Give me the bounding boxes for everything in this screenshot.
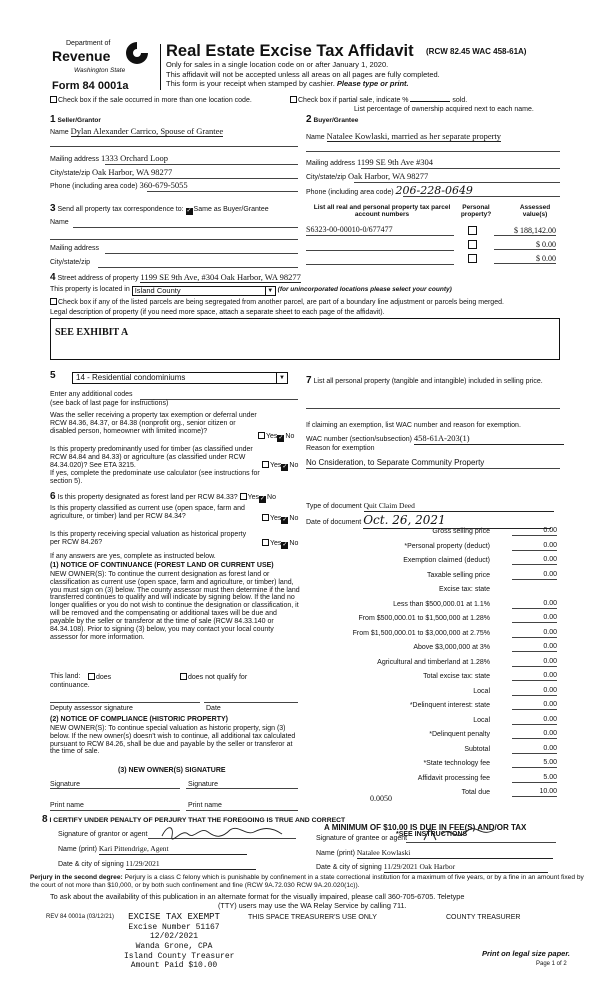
- no-label: No: [289, 540, 299, 547]
- sec7-num: 7: [306, 375, 312, 386]
- segregated-checkbox[interactable]: [50, 298, 57, 305]
- calc-value-13[interactable]: 0.00: [512, 716, 557, 725]
- sec6-q1: Is this property designated as forest land per RCW 84.33?: [57, 494, 238, 501]
- owner2-print-label: Print name: [188, 802, 222, 809]
- sec5-num: 5: [50, 370, 56, 381]
- subtitle-2: This affidavit will not be accepted unless all areas on all pages are fully completed.: [166, 70, 440, 79]
- parcel-number-0[interactable]: S6323-00-00010-0/677477: [306, 225, 393, 234]
- calc-label-8: Above $3,000,000 at 3%: [413, 644, 490, 651]
- unincorp-note: (for unincorporated locations please select your county): [277, 286, 452, 293]
- seller-phone-label: Phone (including area code): [50, 183, 138, 190]
- yes-label: Yes: [247, 494, 260, 501]
- calc-value-3[interactable]: 0.00: [512, 571, 557, 580]
- calc-label-16: *State technology fee: [423, 760, 490, 767]
- calc-label-15: Subtotal: [464, 745, 490, 753]
- doc-type-label: Type of document: [306, 503, 362, 510]
- buyer-heading: Buyer/Grantee: [313, 117, 359, 124]
- buyer-num: 2: [306, 114, 312, 125]
- state-line: Washington State: [74, 67, 126, 74]
- subtitle-3: This form is your receipt when stamped by cashier.: [166, 79, 335, 88]
- sec8-num: 8: [42, 814, 48, 825]
- legal-label: Legal description of property (if you need more space, attach a separate sheet to each page of the affidavit).: [50, 309, 385, 316]
- buyer-addr-field[interactable]: 1199 SE 9th Ave #304: [356, 157, 434, 167]
- seller-name-label: Name: [50, 129, 69, 136]
- calc-label-6: From $500,000.01 to $1,500,000 at 1.28%: [358, 615, 490, 622]
- seller-city-label: City/state/zip: [50, 170, 91, 177]
- exempt-stamp: [124, 912, 235, 971]
- wac-label: WAC number (section/subsection): [306, 436, 412, 443]
- certify-text: I CERTIFY UNDER PENALTY OF PERJURY THAT THE FOREGOING IS TRUE AND CORRECT: [49, 817, 346, 824]
- sec4-num: 4: [50, 272, 56, 283]
- doc-type-field[interactable]: Quit Claim Deed: [364, 502, 554, 512]
- grantee-name-field[interactable]: Natalee Kowlaski: [357, 849, 553, 859]
- buyer-addr-label: Mailing address: [306, 160, 356, 167]
- sec3-num: 3: [50, 203, 56, 214]
- sec5-q2: Is this property predominantly used for timber (as classified under RCW 84.84 and 84.33) or agriculture (as classified under RCW 84.34.020)? See ETA 3215.: [50, 446, 253, 470]
- buyer-city-field[interactable]: Oak Harbor, WA 98277: [348, 171, 429, 181]
- calc-label-4: Excise tax: state: [439, 586, 490, 593]
- seller-heading: Seller/Grantor: [57, 117, 101, 124]
- reason-field[interactable]: No Cnsideration, to Separate Community Property: [306, 458, 485, 467]
- current-use-yes-checkbox[interactable]: [262, 514, 269, 521]
- stamp-line-0: EXCISE TAX EXEMPT: [128, 912, 220, 922]
- assessed-value-1[interactable]: $ 0.00: [494, 240, 556, 250]
- no-label: No: [289, 462, 299, 469]
- grantor-date-label: Date & city of signing: [58, 861, 124, 868]
- assessed-col-header: Assessed value(s): [519, 204, 551, 219]
- buyer-name-field[interactable]: Natalee Kowlaski, married as her separate property: [326, 131, 502, 141]
- street-field[interactable]: 1199 SE 9th Ave, #304 Oak Harbor, WA 98277: [140, 272, 301, 282]
- yes-label: Yes: [270, 540, 282, 547]
- claim-label: If claiming an exemption, list WAC number and reason for exemption.: [306, 422, 521, 429]
- sec5-q1: Was the seller receiving a property tax exemption or deferral under RCW 84.36, 84.37, or 84.38 (nonprofit org., senior citizen or disabled person, homeowner with limited income)?: [50, 412, 257, 436]
- assessed-value-2[interactable]: $ 0.00: [494, 254, 556, 264]
- chevron-down-icon: ▼: [265, 286, 275, 296]
- no-label: No: [285, 433, 295, 440]
- doc-date-label: Date of document: [306, 519, 362, 526]
- sec3-addr-label: Mailing address: [50, 245, 100, 252]
- grantor-sig-label: Signature of grantor or agent: [58, 831, 148, 838]
- calc-value-5[interactable]: 0.00: [512, 600, 557, 609]
- stamp-line-2: 12/02/2021: [149, 932, 198, 942]
- alt-format-2: (TTY) users may use the WA Relay Service by calling 711.: [218, 901, 407, 910]
- calc-value-2[interactable]: 0.00: [512, 556, 557, 565]
- reason-label: Reason for exemption: [306, 445, 375, 452]
- use-value: 14 - Residential condominiums: [76, 373, 186, 382]
- see-instructions: *SEE INSTRUCTIONS: [396, 831, 468, 838]
- this-land-label: This land:: [50, 673, 81, 680]
- located-label: This property is located in: [50, 286, 130, 293]
- forest-no-checkbox[interactable]: ✓: [260, 496, 266, 502]
- ownership-note: List percentage of ownership acquired next to each name.: [354, 106, 534, 113]
- minimum-note: A MINIMUM OF $10.00 IS DUE IN FEE(S) AND/OR TAX: [324, 823, 527, 832]
- chevron-down-icon: ▼: [276, 373, 287, 383]
- calc-value-0[interactable]: 0.00: [512, 527, 557, 536]
- stamp-line-3: Wanda Grone, CPA: [135, 941, 213, 951]
- sec6-num: 6: [50, 491, 56, 502]
- calc-label-11: Local: [473, 687, 490, 695]
- seller-phone-field[interactable]: 360-679-5055: [139, 180, 188, 190]
- does-label: does: [96, 674, 112, 681]
- forest-yes-checkbox[interactable]: [240, 493, 247, 500]
- q1-no-checkbox[interactable]: ✓: [278, 435, 284, 441]
- perjury-heading: Perjury in the second degree:: [30, 874, 123, 881]
- calc-label-17: Affidavit processing fee: [417, 774, 490, 782]
- dor-logo: [52, 40, 152, 82]
- calc-value-16[interactable]: 5.00: [512, 759, 557, 768]
- partial-sale-label: Check box if partial sale, indicate %: [298, 97, 409, 104]
- calc-label-7: From $1,500,000.01 to $3,000,000 at 2.75%: [352, 629, 490, 637]
- treasurer-use: THIS SPACE TREASURER'S USE ONLY: [248, 914, 377, 921]
- deputy-date-label: Date: [206, 705, 221, 712]
- q2-no-checkbox[interactable]: ✓: [282, 464, 288, 470]
- local-rate: 0.0050: [370, 794, 392, 803]
- rcw-ref: (RCW 82.45 WAC 458-61A): [426, 47, 527, 56]
- calc-label-9: Agricultural and timberland at 1.28%: [377, 658, 490, 666]
- seller-addr-field[interactable]: 1333 Orchard Loop: [100, 153, 169, 163]
- owner-print-label: Print name: [50, 802, 84, 809]
- n2-text: NEW OWNER(S): To continue special valuation as historic property, sign (3) below. If the new owner(s) doesn't wish to continue, all additional tax calculated pursuant to RCW 84.26, shall be due and payable by the seller or transferor at the time of sale.: [50, 725, 296, 756]
- sec7-text: List all personal property (tangible and intangible) included in selling price.: [313, 378, 543, 385]
- alt-format-1: To ask about the availability of this publication in an alternate format for the visually impaired, please call 360-705-6705. Teletype: [50, 892, 465, 901]
- does-checkbox[interactable]: [88, 673, 95, 680]
- sec3-name-label: Name: [50, 219, 69, 226]
- owner2-sig-label: Signature: [188, 781, 218, 788]
- stamp-line-5: Amount Paid $10.00: [130, 961, 218, 971]
- grantor-signature: [158, 822, 288, 842]
- n1-title: (1) NOTICE OF CONTINUANCE (FOREST LAND OR CURRENT USE): [50, 562, 274, 569]
- codes-note: (see back of last page for instructions): [50, 400, 169, 407]
- county-value: Island County: [134, 286, 181, 295]
- rev-number: REV 84 0001a (03/12/21): [46, 914, 115, 920]
- seller-num: 1: [50, 114, 56, 125]
- partial-pct-field[interactable]: [410, 101, 450, 102]
- sec5-q2b: If yes, complete the predominate use calculator (see instructions for section 5).: [50, 470, 260, 486]
- legal-box[interactable]: [50, 318, 560, 360]
- calc-label-0: Gross selling price: [432, 528, 490, 535]
- yes-label: Yes: [266, 433, 278, 440]
- assessed-value-0[interactable]: $ 188,142.00: [494, 226, 556, 236]
- does-not-label: does not qualify for: [188, 674, 248, 681]
- calc-label-12: *Delinquent interest: state: [409, 702, 490, 709]
- calc-label-1: *Personal property (deduct): [404, 542, 490, 550]
- same-as-buyer-label: Same as Buyer/Grantee: [193, 206, 269, 213]
- legal-value: SEE EXHIBIT A: [55, 327, 129, 338]
- calc-value-9[interactable]: 0.00: [512, 658, 557, 667]
- personal-col-header: Personal property?: [460, 204, 492, 219]
- calc-label-18: Total due: [461, 789, 490, 796]
- segregated-label: Check box if any of the listed parcels are being segregated from another parcel, are part of a boundary line adjustment or parcels being merged.: [58, 299, 504, 306]
- calc-value-12[interactable]: 0.00: [512, 701, 557, 710]
- personal-prop-checkbox-0[interactable]: [468, 226, 477, 235]
- sec6-q3: Is this property receiving special valuation as historical property per RCW 84.26?: [50, 531, 247, 547]
- partial-sale-checkbox[interactable]: [290, 96, 297, 103]
- grantee-name-label: Name (print): [316, 850, 355, 857]
- historic-no-checkbox[interactable]: ✓: [282, 542, 288, 548]
- page-title: Real Estate Excise Tax Affidavit: [166, 42, 414, 60]
- calc-value-15[interactable]: 0.00: [512, 745, 557, 754]
- county-select[interactable]: [132, 286, 276, 296]
- yes-label: Yes: [270, 462, 282, 469]
- no-label: No: [289, 515, 299, 522]
- subtitle-1: Only for sales in a single location code on or after January 1, 2020.: [166, 60, 389, 69]
- owner-sig-label: Signature: [50, 781, 80, 788]
- grantor-name-field[interactable]: Kari Pittendrige, Agent: [99, 845, 247, 855]
- logo-swirl-icon: [124, 40, 150, 66]
- page-number: Page 1 of 2: [536, 961, 567, 967]
- use-select[interactable]: [72, 372, 288, 384]
- n2-title: (2) NOTICE OF COMPLIANCE (HISTORIC PROPERTY): [50, 716, 228, 723]
- sec3-city-label: City/state/zip: [50, 259, 91, 266]
- continuance-label: continuance.: [50, 682, 90, 689]
- parcel-col-header: List all real and personal property tax parcel account numbers: [313, 204, 451, 219]
- calc-label-2: Exemption claimed (deduct): [403, 557, 490, 564]
- calc-label-14: *Delinquent penalty: [429, 731, 490, 738]
- county-treasurer: COUNTY TREASURER: [446, 914, 521, 921]
- sec6-note: If any answers are yes, complete as instructed below.: [50, 553, 216, 560]
- deputy-label: Deputy assessor signature: [50, 705, 133, 712]
- calc-value-10[interactable]: 0.00: [512, 672, 557, 681]
- buyer-city-label: City/state/zip: [306, 174, 347, 181]
- grantee-sig-label: Signature of grantee or agent: [316, 835, 408, 842]
- calc-label-10: Total excise tax: state: [423, 673, 490, 680]
- stamp-line-1: Excise Number 51167: [128, 922, 220, 932]
- does-not-checkbox[interactable]: [180, 673, 187, 680]
- current-use-no-checkbox[interactable]: ✓: [282, 517, 288, 523]
- multi-location-label: Check box if the sale occurred in more than one location code.: [58, 97, 252, 104]
- grantor-date-field[interactable]: 11/29/2021: [126, 860, 256, 870]
- q2-yes-checkbox[interactable]: [262, 461, 269, 468]
- sec3-text: Send all property tax correspondence to:: [57, 206, 184, 213]
- no-label: No: [267, 494, 276, 501]
- calc-value-8[interactable]: 0.00: [512, 643, 557, 652]
- calc-label-13: Local: [473, 716, 490, 724]
- buyer-phone-label: Phone (including area code): [306, 189, 394, 196]
- stamp-line-4: Island County Treasurer: [124, 951, 235, 961]
- sec6-q2: Is this property classified as current use (open space, farm and agriculture, or timber) land per RCW 84.34?: [50, 505, 245, 521]
- personal-prop-checkbox-2[interactable]: [468, 254, 477, 263]
- calc-value-11[interactable]: 0.00: [512, 687, 557, 696]
- multi-location-checkbox[interactable]: [50, 96, 57, 103]
- grantee-date-field[interactable]: 11/29/2021 Oak Harbor: [384, 863, 548, 873]
- legal-paper-note: Print on legal size paper.: [482, 949, 570, 958]
- calc-value-18[interactable]: 10.00: [512, 788, 557, 797]
- revenue-word: Revenue: [52, 48, 111, 64]
- street-label: Street address of property: [57, 275, 139, 282]
- seller-city-field[interactable]: Oak Harbor, WA 98277: [92, 167, 173, 177]
- q1-yes-checkbox[interactable]: [258, 432, 265, 439]
- calc-value-7[interactable]: 0.00: [512, 629, 557, 638]
- doc-date-field[interactable]: Oct. 26, 2021: [363, 514, 551, 529]
- seller-name-field[interactable]: Dylan Alexander Carrico, Spouse of Grantee: [70, 126, 224, 136]
- seller-addr-label: Mailing address: [50, 156, 100, 163]
- buyer-name-label: Name: [306, 134, 325, 141]
- calc-value-17[interactable]: 5.00: [512, 774, 557, 783]
- perjury-text: Perjury is a class C felony which is punishable by confinement in a state correctional institution for a maximum of five years, or by a fine in an amount fixed by the court of not more than $10,000, or by both such confinement and fine (RCW 9A.72.030 RCW 9A.20.020(1c)).: [30, 874, 584, 889]
- form-number: Form 84 0001a: [52, 80, 129, 92]
- historic-yes-checkbox[interactable]: [262, 539, 269, 546]
- calc-label-5: Less than $500,000.01 at 1.1%: [393, 600, 490, 608]
- calc-label-3: Taxable selling price: [426, 571, 490, 579]
- subtitle-3-em: Please type or print.: [336, 79, 409, 88]
- same-as-buyer-checkbox[interactable]: ✓: [186, 208, 192, 214]
- n3-title: (3) NEW OWNER(S) SIGNATURE: [118, 767, 226, 774]
- n1-text: NEW OWNER(S): To continue the current designation as forest land or classification as current use (open space, farm and agriculture, or timber) land, you must sign on (3) below. The county assessor must then determine if the land transferred continues to qualify and will indicate by signing below. If the land no longer qualifies or you do not wish to continue the designation or classification, it will be removed and the compensating or additional taxes will be due and payable by the seller or transferor at the time of sale (RCW 84.33.140 or 84.34.108). Prior to signing (3) below, you may contact your local county assessor for more information.: [50, 571, 300, 641]
- sold-label: sold.: [452, 97, 468, 104]
- buyer-phone-field[interactable]: 206-228-0649: [395, 184, 473, 197]
- grantee-signature: [420, 824, 500, 844]
- grantee-date-label: Date & city of signing: [316, 864, 382, 871]
- personal-prop-checkbox-1[interactable]: [468, 240, 477, 249]
- dept-line: Department of: [66, 40, 111, 47]
- calc-value-1[interactable]: 0.00: [512, 542, 557, 551]
- calc-value-6[interactable]: 0.00: [512, 614, 557, 623]
- wac-field[interactable]: 458-61A-203(1): [414, 434, 564, 445]
- grantor-name-label: Name (print): [58, 846, 97, 853]
- calc-value-14[interactable]: 0.00: [512, 730, 557, 739]
- codes-label: Enter any additional codes: [50, 391, 133, 398]
- yes-label: Yes: [270, 515, 282, 522]
